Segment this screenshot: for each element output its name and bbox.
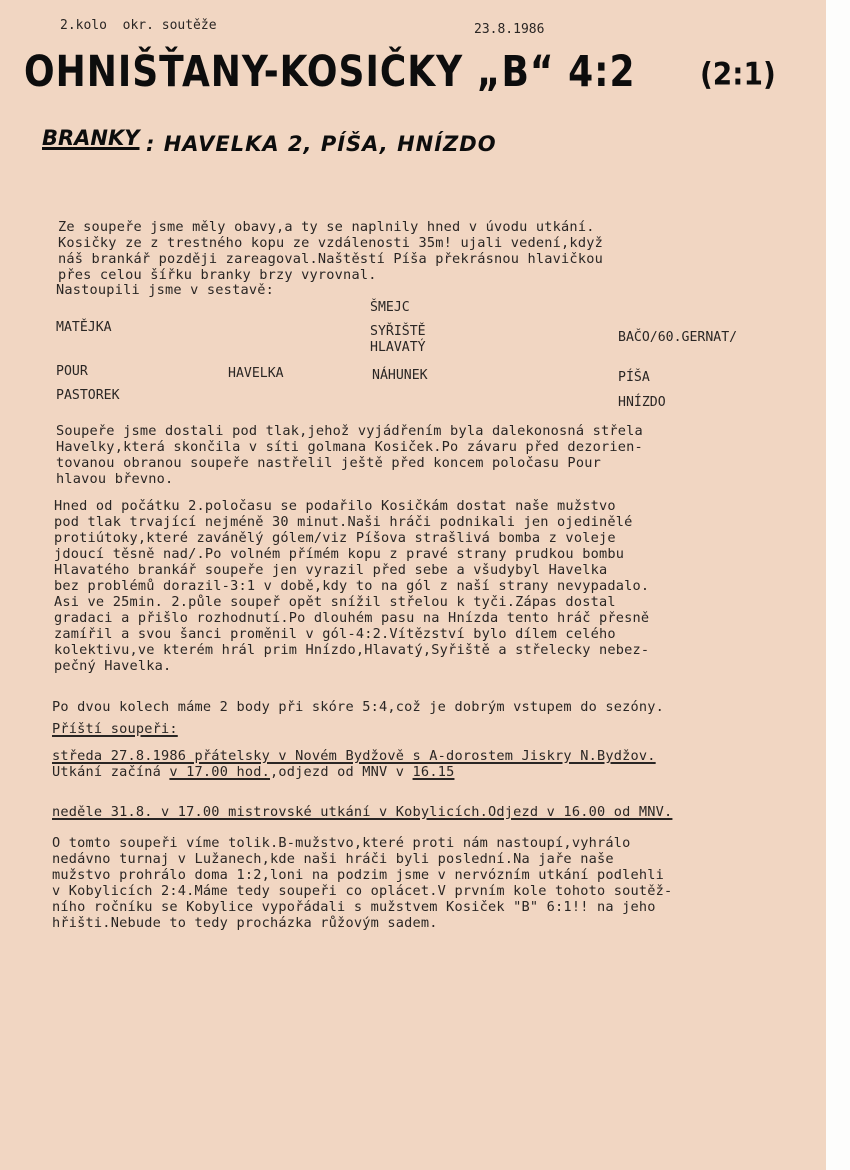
intro-line: náš brankář později zareagoval.Naštěstí Píša překrásnou hlavičkou [58,251,603,267]
text-line: kolektivu,ve kterém hrál prim Hnízdo,Hlavatý,Syřiště a střelecky nebez- [54,642,650,658]
scorers-names: : HAVELKA 2, PÍŠA, HNÍZDO [146,132,497,156]
text-line: bez problémů dorazil-3:1 v době,kdy to na gól z naší strany nevypadalo. [54,578,650,594]
scorers-label: BRANKY [42,126,140,150]
wednesday-departure-line [52,765,454,780]
text-line: jdoucí těsně nad/.Po volném přímém kopu z pravé strany prudkou bombu [54,546,625,562]
text-line: zamířil a svou šanci proměnil v gól-4:2.Vítězství bylo dílem celého [54,626,616,642]
text-line: nedávno turnaj v Lužanech,kde naši hráči byli poslední.Na jaře naše [52,851,614,867]
text-line: pečný Havelka. [54,658,172,674]
text-line: Havelky,která skončila v síti golmana Kosiček.Po závaru před dezorien- [56,439,643,455]
text-line: hřišti.Nebude to tedy procházka růžovým sadem. [52,915,438,931]
match-title: OHNIŠŤANY-KOSIČKY „B“ 4:2 [24,48,636,97]
next-opponents-label: Příští soupeři: [52,721,178,737]
intro-line: Nastoupili jsme v sestavě: [56,282,274,298]
halftime-score: (2:1) [700,56,776,93]
kickoff-label: Utkání začíná [52,764,170,780]
text-line: O tomto soupeři víme tolik.B-mužstvo,které proti nám nastoupí,vyhrálo [52,835,631,851]
lineup-forward: HNÍZDO [618,395,666,410]
intro-line: přes celou šířku branky brzy vyrovnal. [58,267,377,283]
lineup-midfielder: NÁHUNEK [372,368,428,383]
text-line: gradaci a přišlo rozhodnutí.Po dlouhém pasu na Hnízda tento hráč přesně [54,610,650,626]
text-line: v Kobylicích 2:4.Máme tedy soupeři co oplácet.V prvním kole tohoto soutěž- [52,883,673,899]
sunday-match-line: neděle 31.8. v 17.00 mistrovské utkání v Kobylicích.Odjezd v 16.00 od MNV. [52,804,673,820]
text-line: Asi ve 25min. 2.půle soupeř opět snížil střelou k tyči.Zápas dostal [54,594,616,610]
intro-line: Ze soupeře jsme měly obavy,a ty se naplnily hned v úvodu utkání. [58,219,595,235]
departure-time: 16.15 [412,764,455,780]
departure-label: ,odjezd od MNV v [270,764,413,780]
text-line: hlavou břevno. [56,471,174,487]
lineup-defender: BAČO/60.GERNAT/ [618,330,738,345]
text-line: pod tlak trvající nejméně 30 minut.Naši hráči podnikali jen ojedinělé [54,514,633,530]
round-label: 2.kolo okr. soutěže [60,18,217,33]
text-line: tovanou obranou soupeře nastřelil ještě před koncem poločasu Pour [56,455,601,471]
wednesday-match-line: středa 27.8.1986 přátelsky v Novém Bydžově s A-dorostem Jiskry N.Bydžov. [52,748,656,764]
kickoff-time: v 17.00 hod. [169,764,271,780]
date-label: 23.8.1986 [474,22,545,37]
lineup-defender: MATĚJKA [56,320,112,335]
lineup-midfielder: POUR [56,364,88,379]
lineup-midfielder: PÍŠA [618,370,650,385]
text-line: ního ročníku se Kobylice vypořádali s mužstvem Kosiček "B" 6:1!! na jeho [52,899,656,915]
lineup-goalkeeper: ŠMEJC [370,300,410,315]
text-line: Hlavatého brankář soupeře jen vyrazil před sebe a všudybyl Havelka [54,562,608,578]
summary-line: Po dvou kolech máme 2 body při skóre 5:4,což je dobrým vstupem do sezóny. [52,699,665,715]
lineup-defender: SYŘIŠTĚ [370,324,426,339]
intro-line: Kosičky ze z trestného kopu ze vzdálenosti 35m! ujali vedení,když [58,235,603,251]
lineup-defender: HLAVATÝ [370,340,426,355]
lineup-midfielder: HAVELKA [228,366,284,381]
scan-margin [826,0,850,1170]
text-line: Hned od počátku 2.poločasu se podařilo Kosičkám dostat naše mužstvo [54,498,616,514]
text-line: mužstvo prohrálo doma 1:2,loni na podzim jsme v nervózním utkání podlehli [52,867,665,883]
text-line: protiútoky,které zavánělý gólem/viz Píšova strašlivá bomba z voleje [54,530,616,546]
text-line: Soupeře jsme dostali pod tlak,jehož vyjádřením byla dalekonosná střela [56,423,643,439]
lineup-forward: PASTOREK [56,388,120,403]
